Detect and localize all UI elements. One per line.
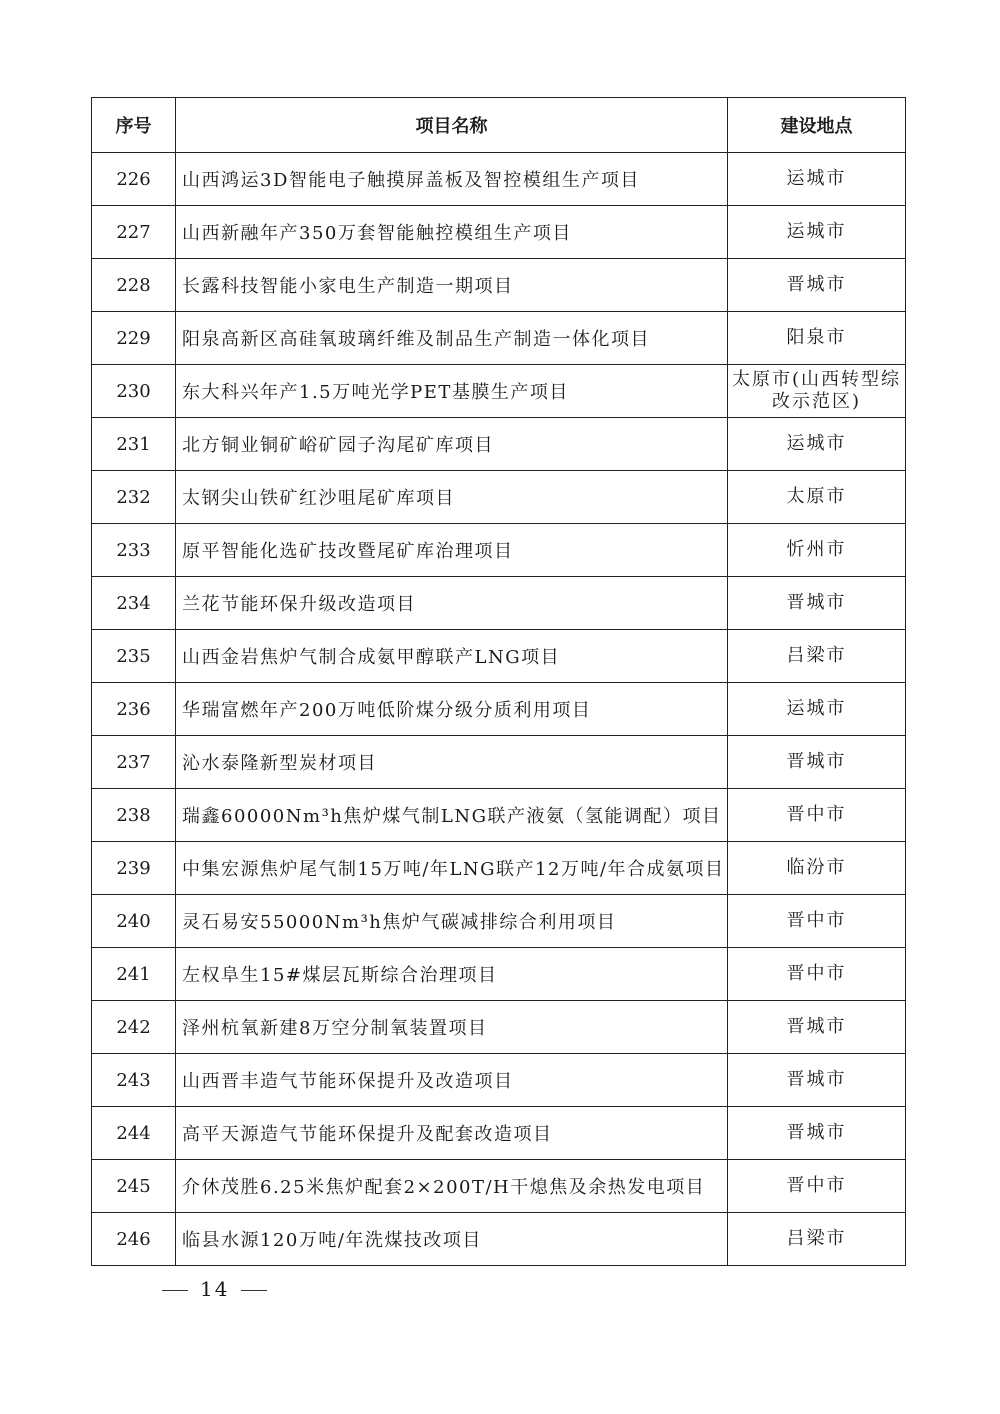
- row-project-name: 中集宏源焦炉尾气制15万吨/年LNG联产12万吨/年合成氨项目: [176, 842, 728, 895]
- row-project-name: 华瑞富燃年产200万吨低阶煤分级分质利用项目: [176, 683, 728, 736]
- row-location: 晋中市: [728, 1160, 906, 1213]
- table-row: [92, 471, 906, 524]
- row-serial-number: 238: [92, 789, 176, 842]
- row-location: 吕梁市: [728, 630, 906, 683]
- table-row: [92, 895, 906, 948]
- row-location: 晋城市: [728, 1001, 906, 1054]
- page-number: 14: [200, 1277, 230, 1301]
- row-serial-number: 233: [92, 524, 176, 577]
- row-project-name: 山西晋丰造气节能环保提升及改造项目: [176, 1054, 728, 1107]
- row-project-name: 山西新融年产350万套智能触控模组生产项目: [176, 206, 728, 259]
- header-project-name: 项目名称: [176, 98, 728, 153]
- table-row: [92, 842, 906, 895]
- row-project-name: 北方铜业铜矿峪矿园子沟尾矿库项目: [176, 418, 728, 471]
- row-location: 晋中市: [728, 948, 906, 1001]
- row-project-name: 山西鸿运3D智能电子触摸屏盖板及智控模组生产项目: [176, 153, 728, 206]
- table-row: [92, 736, 906, 789]
- row-location: 晋中市: [728, 895, 906, 948]
- table-row: [92, 577, 906, 630]
- footer-dash-left: [162, 1290, 188, 1291]
- project-table-container: [91, 97, 905, 1266]
- header-serial-number: 序号: [92, 98, 176, 153]
- footer-dash-right: [241, 1290, 267, 1291]
- row-serial-number: 239: [92, 842, 176, 895]
- table-header-row: [92, 98, 906, 153]
- row-project-name: 左权阜生15#煤层瓦斯综合治理项目: [176, 948, 728, 1001]
- row-project-name: 阳泉高新区高硅氧玻璃纤维及制品生产制造一体化项目: [176, 312, 728, 365]
- header-location: 建设地点: [728, 98, 906, 153]
- row-project-name: 泽州杭氧新建8万空分制氧装置项目: [176, 1001, 728, 1054]
- row-location: 忻州市: [728, 524, 906, 577]
- table-row: [92, 259, 906, 312]
- table-row: [92, 789, 906, 842]
- table-row: [92, 206, 906, 259]
- table-body: [92, 153, 906, 1266]
- table-row: [92, 630, 906, 683]
- row-project-name: 灵石易安55000Nm³h焦炉气碳减排综合利用项目: [176, 895, 728, 948]
- page-footer: [150, 1277, 279, 1301]
- row-serial-number: 234: [92, 577, 176, 630]
- row-project-name: 临县水源120万吨/年洗煤技改项目: [176, 1213, 728, 1266]
- row-serial-number: 246: [92, 1213, 176, 1266]
- row-serial-number: 236: [92, 683, 176, 736]
- table-row: [92, 1213, 906, 1266]
- table-row: [92, 683, 906, 736]
- row-project-name: 介休茂胜6.25米焦炉配套2×200T/H干熄焦及余热发电项目: [176, 1160, 728, 1213]
- row-serial-number: 232: [92, 471, 176, 524]
- row-project-name: 高平天源造气节能环保提升及配套改造项目: [176, 1107, 728, 1160]
- row-serial-number: 226: [92, 153, 176, 206]
- row-location: 阳泉市: [728, 312, 906, 365]
- row-location: 运城市: [728, 418, 906, 471]
- table-row: [92, 948, 906, 1001]
- table-row: [92, 153, 906, 206]
- table-row: [92, 418, 906, 471]
- row-project-name: 原平智能化选矿技改暨尾矿库治理项目: [176, 524, 728, 577]
- row-serial-number: 243: [92, 1054, 176, 1107]
- row-location: 太原市(山西转型综改示范区): [728, 365, 906, 418]
- row-location: 晋中市: [728, 789, 906, 842]
- table-row: [92, 1160, 906, 1213]
- row-serial-number: 237: [92, 736, 176, 789]
- row-serial-number: 240: [92, 895, 176, 948]
- project-table: [91, 97, 906, 1266]
- row-location: 吕梁市: [728, 1213, 906, 1266]
- row-location: 晋城市: [728, 736, 906, 789]
- row-location: 临汾市: [728, 842, 906, 895]
- table-row: [92, 1054, 906, 1107]
- row-project-name: 长露科技智能小家电生产制造一期项目: [176, 259, 728, 312]
- row-serial-number: 245: [92, 1160, 176, 1213]
- row-location: 运城市: [728, 206, 906, 259]
- row-serial-number: 230: [92, 365, 176, 418]
- table-row: [92, 1107, 906, 1160]
- table-row: [92, 524, 906, 577]
- row-project-name: 东大科兴年产1.5万吨光学PET基膜生产项目: [176, 365, 728, 418]
- row-serial-number: 241: [92, 948, 176, 1001]
- row-serial-number: 229: [92, 312, 176, 365]
- row-serial-number: 231: [92, 418, 176, 471]
- row-location: 晋城市: [728, 1054, 906, 1107]
- row-location: 太原市: [728, 471, 906, 524]
- row-location: 晋城市: [728, 259, 906, 312]
- row-location: 晋城市: [728, 577, 906, 630]
- table-row: [92, 365, 906, 418]
- row-project-name: 沁水泰隆新型炭材项目: [176, 736, 728, 789]
- row-location: 运城市: [728, 153, 906, 206]
- row-serial-number: 242: [92, 1001, 176, 1054]
- row-project-name: 兰花节能环保升级改造项目: [176, 577, 728, 630]
- row-project-name: 太钢尖山铁矿红沙咀尾矿库项目: [176, 471, 728, 524]
- row-location: 运城市: [728, 683, 906, 736]
- row-serial-number: 227: [92, 206, 176, 259]
- row-serial-number: 235: [92, 630, 176, 683]
- row-serial-number: 228: [92, 259, 176, 312]
- row-serial-number: 244: [92, 1107, 176, 1160]
- row-project-name: 山西金岩焦炉气制合成氨甲醇联产LNG项目: [176, 630, 728, 683]
- table-row: [92, 1001, 906, 1054]
- table-row: [92, 312, 906, 365]
- row-location: 晋城市: [728, 1107, 906, 1160]
- row-project-name: 瑞鑫60000Nm³h焦炉煤气制LNG联产液氨（氢能调配）项目: [176, 789, 728, 842]
